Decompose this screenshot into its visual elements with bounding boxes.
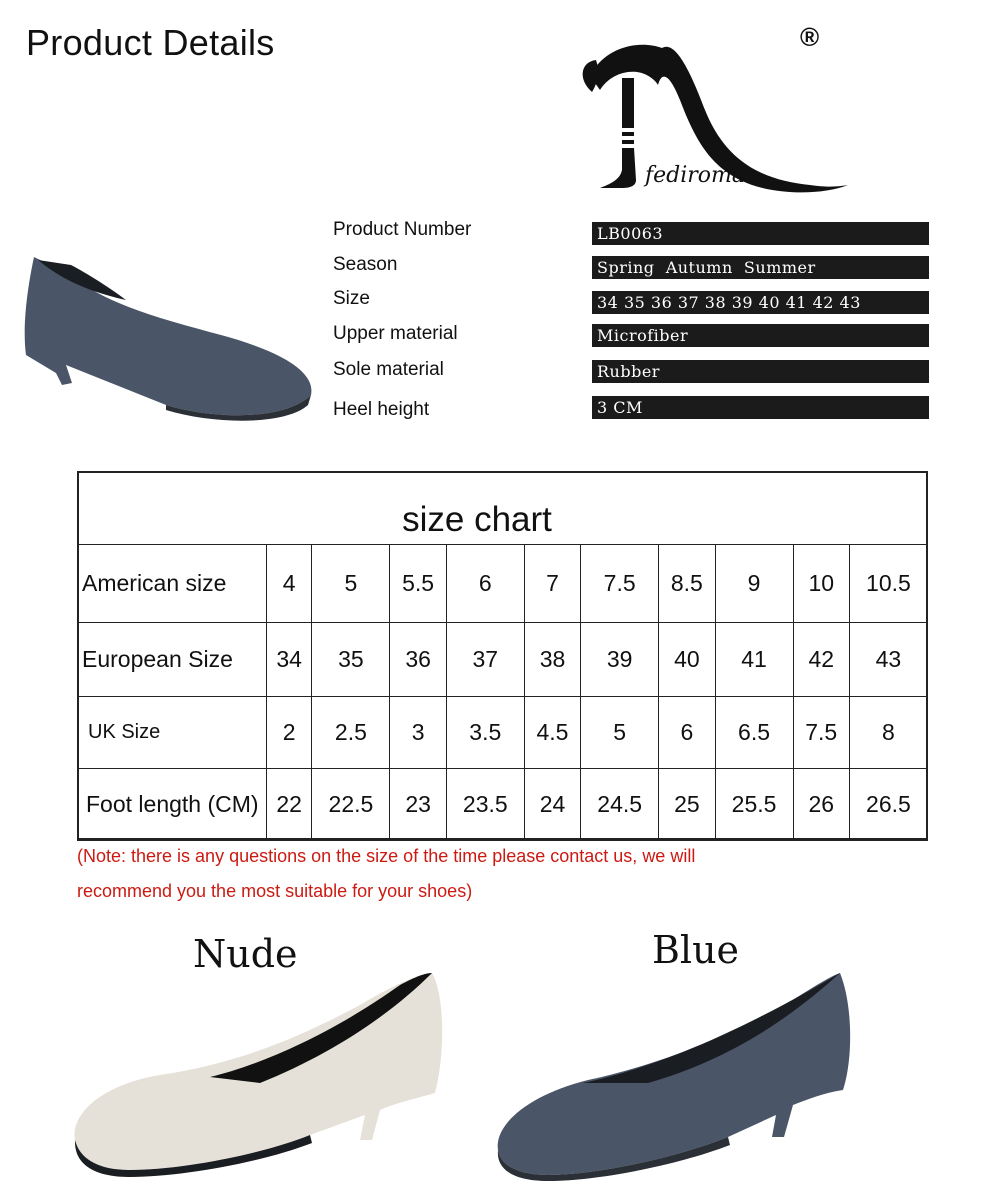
- row-header: European Size: [78, 623, 267, 697]
- table-cell: 41: [715, 623, 793, 697]
- table-cell: 5.5: [390, 545, 446, 623]
- table-cell: 9: [715, 545, 793, 623]
- table-cell: 38: [524, 623, 580, 697]
- row-header: UK Size: [78, 697, 267, 769]
- table-cell: 5: [581, 697, 659, 769]
- size-chart-title: size chart: [402, 500, 552, 539]
- spec-label-heel-height: Heel height: [333, 399, 430, 420]
- table-cell: 22: [267, 769, 312, 841]
- table-cell: 35: [312, 623, 390, 697]
- table-cell: 24: [524, 769, 580, 841]
- table-cell: 4.5: [524, 697, 580, 769]
- spec-label-sole-material: Sole material: [333, 359, 444, 380]
- table-cell: 37: [446, 623, 524, 697]
- spec-value-product-number: LB0063: [592, 222, 929, 245]
- table-cell: 10: [793, 545, 849, 623]
- table-cell: 25.5: [715, 769, 793, 841]
- table-cell: 42: [793, 623, 849, 697]
- table-cell: 6: [446, 545, 524, 623]
- table-row: [78, 545, 928, 623]
- nude-shoe-image: [60, 965, 460, 1190]
- table-cell: 8.5: [659, 545, 715, 623]
- spec-value-upper-material: Microfiber: [592, 324, 929, 347]
- table-cell: 3.5: [446, 697, 524, 769]
- table-row: [78, 769, 928, 841]
- table-cell: 36: [390, 623, 446, 697]
- hero-shoe-image: [16, 245, 316, 425]
- table-cell: 40: [659, 623, 715, 697]
- row-header: American size: [78, 545, 267, 623]
- spec-label-season: Season: [333, 254, 398, 275]
- table-cell: 7.5: [581, 545, 659, 623]
- table-cell: 26.5: [849, 769, 927, 841]
- spec-label-upper-material: Upper material: [333, 323, 458, 344]
- color-label-blue: Blue: [652, 928, 740, 972]
- table-cell: 6.5: [715, 697, 793, 769]
- table-cell: 22.5: [312, 769, 390, 841]
- spec-label-product-number: Product Number: [333, 219, 472, 240]
- registered-mark: ®: [800, 22, 820, 52]
- size-chart-table: [77, 544, 928, 841]
- spec-label-size: Size: [333, 288, 370, 309]
- table-cell: 5: [312, 545, 390, 623]
- spec-value-size: 34 35 36 37 38 39 40 41 42 43: [592, 291, 929, 314]
- table-cell: 4: [267, 545, 312, 623]
- table-cell: 2: [267, 697, 312, 769]
- spec-value-sole-material: Rubber: [592, 360, 929, 383]
- table-cell: 7.5: [793, 697, 849, 769]
- table-cell: 23: [390, 769, 446, 841]
- spec-value-season: Spring Autumn Summer: [592, 256, 929, 279]
- table-cell: 39: [581, 623, 659, 697]
- table-cell: 23.5: [446, 769, 524, 841]
- row-header: Foot length (CM): [78, 769, 267, 841]
- table-cell: 3: [390, 697, 446, 769]
- brand-name: fediroma: [645, 163, 746, 188]
- table-cell: 10.5: [849, 545, 927, 623]
- size-note-line-1: (Note: there is any questions on the size of the time please contact us, we will: [77, 846, 696, 866]
- size-note-line-2: recommend you the most suitable for your shoes): [77, 881, 473, 901]
- table-cell: 2.5: [312, 697, 390, 769]
- table-cell: 8: [849, 697, 927, 769]
- table-cell: 24.5: [581, 769, 659, 841]
- spec-value-heel-height: 3 CM: [592, 396, 929, 419]
- color-label-nude: Nude: [193, 932, 298, 976]
- table-row: [78, 697, 928, 769]
- table-cell: 26: [793, 769, 849, 841]
- page-title: Product Details: [26, 22, 275, 63]
- table-cell: 25: [659, 769, 715, 841]
- table-cell: 43: [849, 623, 927, 697]
- table-row: [78, 623, 928, 697]
- table-cell: 7: [524, 545, 580, 623]
- table-cell: 34: [267, 623, 312, 697]
- blue-shoe-image: [488, 965, 888, 1190]
- table-cell: 6: [659, 697, 715, 769]
